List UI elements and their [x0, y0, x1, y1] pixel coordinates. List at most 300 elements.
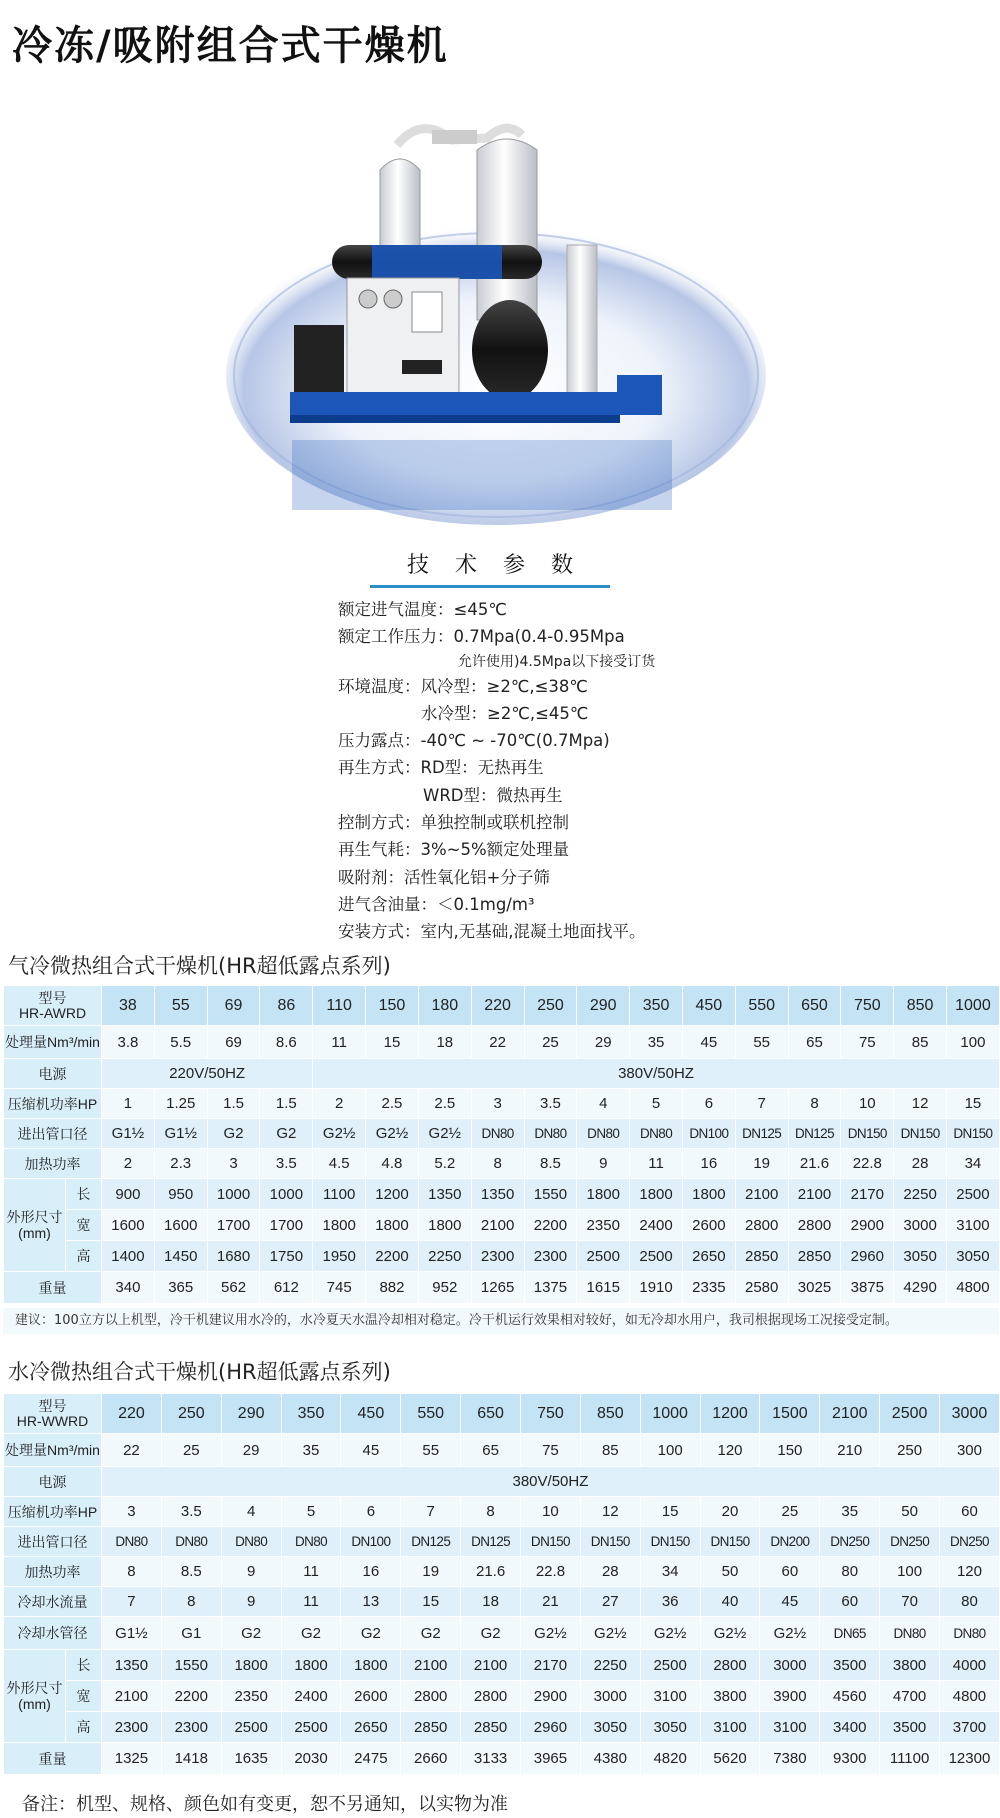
- table-cell: DN100: [682, 1119, 735, 1149]
- table-cell: 1200: [700, 1394, 760, 1434]
- table-cell: 21.6: [461, 1557, 521, 1587]
- table-cell: 3.5: [524, 1089, 577, 1119]
- table-cell: 3700: [940, 1712, 1000, 1743]
- table-cell: 重量: [4, 1743, 102, 1775]
- table-cell: 2500: [947, 1179, 1000, 1210]
- table-cell: 2850: [788, 1241, 841, 1272]
- table-cell: 2960: [521, 1712, 581, 1743]
- table-cell: 20: [700, 1497, 760, 1527]
- table-cell: 3800: [700, 1681, 760, 1712]
- table-row: [4, 1179, 1000, 1210]
- table-cell: 25: [760, 1497, 820, 1527]
- table-row: [4, 1434, 1000, 1467]
- table-cell: 34: [640, 1557, 700, 1587]
- table-cell: 3: [102, 1497, 162, 1527]
- table-cell: 16: [341, 1557, 401, 1587]
- table-cell: 2800: [735, 1210, 788, 1241]
- table-cell: 60: [820, 1587, 880, 1617]
- table-cell: 2500: [221, 1712, 281, 1743]
- table-cell: 3133: [461, 1743, 521, 1775]
- table-cell: 650: [461, 1394, 521, 1434]
- table-cell: 16: [682, 1149, 735, 1179]
- table-cell: G2½: [700, 1617, 760, 1650]
- table-row: [4, 1272, 1000, 1304]
- table-cell: 69: [207, 986, 260, 1026]
- table-cell: 4380: [580, 1743, 640, 1775]
- table-cell: 900: [102, 1179, 155, 1210]
- table-cell: 2200: [366, 1241, 419, 1272]
- table-cell: 重量: [4, 1272, 102, 1304]
- table-cell: 550: [401, 1394, 461, 1434]
- table-cell: 22: [471, 1026, 524, 1059]
- table-cell: 压缩机功率HP: [4, 1497, 102, 1527]
- section-heading-underline: [370, 585, 610, 588]
- table-cell: 8: [161, 1587, 221, 1617]
- table-cell: DN150: [521, 1527, 581, 1557]
- table-row: [4, 1557, 1000, 1587]
- table-cell: G2½: [580, 1617, 640, 1650]
- table-cell: 4290: [894, 1272, 947, 1304]
- table-cell: G2: [401, 1617, 461, 1650]
- table-cell: 55: [401, 1434, 461, 1467]
- table-cell: 952: [418, 1272, 471, 1304]
- table-cell: 3100: [947, 1210, 1000, 1241]
- table-cell: G2: [341, 1617, 401, 1650]
- table-cell: 1.5: [207, 1089, 260, 1119]
- table-cell: 4800: [940, 1681, 1000, 1712]
- table-cell: 2400: [281, 1681, 341, 1712]
- table-cell: 7: [102, 1587, 162, 1617]
- spec-item: 额定工作压力：0.7Mpa(0.4-0.95Mpa: [338, 627, 625, 647]
- table-cell: 2335: [682, 1272, 735, 1304]
- table-row: [4, 1089, 1000, 1119]
- table-row: [4, 1617, 1000, 1650]
- model-label: 型号: [38, 1397, 67, 1414]
- table-cell: 85: [894, 1026, 947, 1059]
- spec-item: 再生气耗：3%~5%额定处理量: [338, 840, 570, 860]
- table-cell: 50: [700, 1557, 760, 1587]
- table-row: [4, 1119, 1000, 1149]
- table-cell: 9: [577, 1149, 630, 1179]
- table-cell: 28: [894, 1149, 947, 1179]
- table-row: [4, 1394, 1000, 1434]
- table-row: [4, 1681, 1000, 1712]
- table-cell: 8: [788, 1089, 841, 1119]
- table-cell: 562: [207, 1272, 260, 1304]
- table-cell: 3.5: [161, 1497, 221, 1527]
- table-cell: 3400: [820, 1712, 880, 1743]
- table-cell: DN150: [640, 1527, 700, 1557]
- table-cell: DN150: [841, 1119, 894, 1149]
- dryer-product-image: [222, 110, 770, 550]
- table-cell: 2800: [700, 1650, 760, 1681]
- table-cell: 1750: [260, 1241, 313, 1272]
- table-cell: 450: [682, 986, 735, 1026]
- table-cell: 35: [281, 1434, 341, 1467]
- table-cell: 11: [281, 1557, 341, 1587]
- table-row: [4, 1527, 1000, 1557]
- table-cell: 4820: [640, 1743, 700, 1775]
- table-cell: 12300: [940, 1743, 1000, 1775]
- table-cell: 1375: [524, 1272, 577, 1304]
- spec-item: 吸附剂：活性氧化铝+分子筛: [338, 867, 550, 887]
- table-cell: 21.6: [788, 1149, 841, 1179]
- table-cell: 3050: [640, 1712, 700, 1743]
- table-cell: 2660: [401, 1743, 461, 1775]
- table-cell: 15: [947, 1089, 1000, 1119]
- table-cell: 1800: [418, 1210, 471, 1241]
- section-heading-text: 技术参数: [406, 553, 599, 578]
- table-cell: G1: [161, 1617, 221, 1650]
- table-cell: 2100: [820, 1394, 880, 1434]
- table-cell: 12: [894, 1089, 947, 1119]
- table-cell: 2900: [521, 1681, 581, 1712]
- table-cell: 13: [341, 1587, 401, 1617]
- table-cell: 1800: [366, 1210, 419, 1241]
- spec-item: 环境温度：风冷型：≥2℃,≤38℃: [338, 676, 588, 696]
- table-cell: 2850: [461, 1712, 521, 1743]
- table-cell: 250: [161, 1394, 221, 1434]
- table-cell: 3500: [880, 1712, 940, 1743]
- table-cell: 18: [418, 1026, 471, 1059]
- table-cell: 22.8: [841, 1149, 894, 1179]
- table-cell: 18: [461, 1587, 521, 1617]
- table-cell: 2650: [682, 1241, 735, 1272]
- table-cell: G2: [260, 1119, 313, 1149]
- section-heading: [370, 548, 610, 588]
- table-cell: 750: [521, 1394, 581, 1434]
- table-cell: 1550: [161, 1650, 221, 1681]
- table-cell: DN250: [880, 1527, 940, 1557]
- table-cell: 25: [524, 1026, 577, 1059]
- table-cell: 100: [880, 1557, 940, 1587]
- table-cell: 40: [700, 1587, 760, 1617]
- table-cell: 1400: [102, 1241, 155, 1272]
- table-cell: 4700: [880, 1681, 940, 1712]
- table-row: [4, 986, 1000, 1026]
- table-cell: 86: [260, 986, 313, 1026]
- table-cell: 3900: [760, 1681, 820, 1712]
- table-cell: 45: [341, 1434, 401, 1467]
- spec-item: 控制方式：单独控制或联机控制: [338, 813, 569, 833]
- table-cell: 150: [366, 986, 419, 1026]
- table-cell: 7: [735, 1089, 788, 1119]
- table-cell: 7: [401, 1497, 461, 1527]
- table-cell: 1500: [760, 1394, 820, 1434]
- table-cell: 85: [580, 1434, 640, 1467]
- table-cell: 110: [313, 986, 366, 1026]
- table-cell: DN65: [820, 1617, 880, 1650]
- table-cell: 3025: [788, 1272, 841, 1304]
- table-cell: G2: [461, 1617, 521, 1650]
- table-cell: 612: [260, 1272, 313, 1304]
- table-cell: 2475: [341, 1743, 401, 1775]
- table-cell: 3050: [947, 1241, 1000, 1272]
- table-cell: 120: [940, 1557, 1000, 1587]
- table-cell: 100: [947, 1026, 1000, 1059]
- table-row: [4, 1650, 1000, 1681]
- table-cell: 1615: [577, 1272, 630, 1304]
- table-cell: [4, 1650, 66, 1743]
- table-cell: 2030: [281, 1743, 341, 1775]
- table-cell: 3050: [580, 1712, 640, 1743]
- table-cell: [4, 1179, 66, 1272]
- table-cell: G1½: [154, 1119, 207, 1149]
- table-cell: 28: [580, 1557, 640, 1587]
- table-cell: 2100: [788, 1179, 841, 1210]
- table-cell: 进出管口径: [4, 1119, 102, 1149]
- table-cell: [4, 986, 102, 1026]
- table-cell: DN80: [524, 1119, 577, 1149]
- table-cell: 80: [820, 1557, 880, 1587]
- table-cell: 进出管口径: [4, 1527, 102, 1557]
- table-cell: 75: [841, 1026, 894, 1059]
- table-cell: 电源: [4, 1467, 102, 1497]
- table-cell: 2960: [841, 1241, 894, 1272]
- table-cell: G2½: [313, 1119, 366, 1149]
- table-cell: 11: [630, 1149, 683, 1179]
- table-cell: G2½: [640, 1617, 700, 1650]
- table-cell: DN80: [940, 1617, 1000, 1650]
- table-cell: 300: [940, 1434, 1000, 1467]
- table-cell: 3000: [760, 1650, 820, 1681]
- table-cell: 处理量Nm³/min: [4, 1026, 102, 1059]
- table-cell: 2100: [461, 1650, 521, 1681]
- table-cell: 22: [102, 1434, 162, 1467]
- table-cell: 1600: [154, 1210, 207, 1241]
- spec-item: WRD型：微热再生: [423, 785, 563, 805]
- table-cell: 2300: [524, 1241, 577, 1272]
- table-cell: 4000: [940, 1650, 1000, 1681]
- table-cell: 3500: [820, 1650, 880, 1681]
- table-cell: 2: [102, 1149, 155, 1179]
- table-cell: 5.2: [418, 1149, 471, 1179]
- table-cell: DN80: [577, 1119, 630, 1149]
- table-cell: DN150: [947, 1119, 1000, 1149]
- table-cell: 55: [735, 1026, 788, 1059]
- table-cell: DN250: [940, 1527, 1000, 1557]
- table-cell: 3800: [880, 1650, 940, 1681]
- table-cell: 1418: [161, 1743, 221, 1775]
- table-cell: 2800: [788, 1210, 841, 1241]
- table-cell: 3: [471, 1089, 524, 1119]
- table2-title: 水冷微热组合式干燥机(HR超低露点系列): [8, 1360, 391, 1384]
- table-cell: 3050: [894, 1241, 947, 1272]
- table-cell: 1350: [102, 1650, 162, 1681]
- dims-label: 外形尺寸: [6, 1680, 63, 1696]
- table-cell: 19: [401, 1557, 461, 1587]
- spec-item: 压力露点：-40℃ ~ -70℃(0.7Mpa): [338, 731, 610, 751]
- table-cell: DN125: [401, 1527, 461, 1557]
- table-cell: 290: [221, 1394, 281, 1434]
- table-cell: 22.8: [521, 1557, 581, 1587]
- table-cell: 650: [788, 986, 841, 1026]
- table-cell: 2250: [418, 1241, 471, 1272]
- table-cell: 12: [580, 1497, 640, 1527]
- table-cell: 2500: [577, 1241, 630, 1272]
- table-cell: 3875: [841, 1272, 894, 1304]
- table-cell: DN80: [221, 1527, 281, 1557]
- table-cell: DN80: [281, 1527, 341, 1557]
- table-cell: 1800: [630, 1179, 683, 1210]
- table-cell: 长: [66, 1650, 102, 1681]
- table-cell: 1800: [281, 1650, 341, 1681]
- table-cell: 9300: [820, 1743, 880, 1775]
- table-cell: 2.3: [154, 1149, 207, 1179]
- table-cell: 1910: [630, 1272, 683, 1304]
- table-cell: 34: [947, 1149, 1000, 1179]
- table-cell: 1.5: [260, 1089, 313, 1119]
- table-cell: 8.5: [161, 1557, 221, 1587]
- table-cell: 5: [630, 1089, 683, 1119]
- table-cell: 2350: [577, 1210, 630, 1241]
- table-cell: 2500: [640, 1650, 700, 1681]
- table-cell: 1700: [207, 1210, 260, 1241]
- table-cell: 2170: [521, 1650, 581, 1681]
- table-cell: DN80: [880, 1617, 940, 1650]
- table-cell: 65: [461, 1434, 521, 1467]
- table-cell: DN80: [471, 1119, 524, 1149]
- table-cell: 850: [580, 1394, 640, 1434]
- table-cell: 365: [154, 1272, 207, 1304]
- table1-note: 建议：100立方以上机型，冷干机建议用水冷的，水冷夏天水温冷却相对稳定。冷干机运行效果相对较好，如无冷却水用户，我司根据现场工况接受定制。: [3, 1308, 999, 1334]
- spec-item: 允许使用)4.5Mpa以下接受订货: [458, 653, 656, 670]
- table-cell: 350: [281, 1394, 341, 1434]
- table-cell: G2: [221, 1617, 281, 1650]
- table-cell: 19: [735, 1149, 788, 1179]
- table-cell: 29: [221, 1434, 281, 1467]
- table-cell: 8: [471, 1149, 524, 1179]
- page-title: 冷冻/吸附组合式干燥机: [12, 23, 449, 69]
- footer-note: 备注：机型、规格、颜色如有变更，恕不另通知，以实物为准: [22, 1794, 508, 1815]
- table-cell: 120: [700, 1434, 760, 1467]
- table-cell: 长: [66, 1179, 102, 1210]
- table-cell: 1800: [221, 1650, 281, 1681]
- table-cell: 1200: [366, 1179, 419, 1210]
- table-cell: 1000: [640, 1394, 700, 1434]
- table-cell: 70: [880, 1587, 940, 1617]
- table-cell: 2650: [341, 1712, 401, 1743]
- table-cell: 450: [341, 1394, 401, 1434]
- table-cell: 2300: [471, 1241, 524, 1272]
- table-cell: 加热功率: [4, 1149, 102, 1179]
- table-cell: 60: [760, 1557, 820, 1587]
- table-cell: 3100: [760, 1712, 820, 1743]
- table-cell: 11100: [880, 1743, 940, 1775]
- table-cell: 2600: [341, 1681, 401, 1712]
- table-cell: 1325: [102, 1743, 162, 1775]
- table-cell: 180: [418, 986, 471, 1026]
- table-cell: 6: [341, 1497, 401, 1527]
- dims-label: 外形尺寸: [6, 1209, 63, 1225]
- table-cell: 3965: [521, 1743, 581, 1775]
- table-cell: G2: [207, 1119, 260, 1149]
- table-cell: 3100: [640, 1681, 700, 1712]
- table-cell: 750: [841, 986, 894, 1026]
- table-cell: DN80: [102, 1527, 162, 1557]
- table-cell: 210: [820, 1434, 880, 1467]
- table-cell: DN125: [461, 1527, 521, 1557]
- table-cell: 550: [735, 986, 788, 1026]
- table-cell: DN100: [341, 1527, 401, 1557]
- table-cell: 2800: [461, 1681, 521, 1712]
- table-cell: DN150: [580, 1527, 640, 1557]
- table-cell: 冷却水流量: [4, 1587, 102, 1617]
- table-cell: G2½: [760, 1617, 820, 1650]
- table-cell: 1800: [313, 1210, 366, 1241]
- table-cell: 1600: [102, 1210, 155, 1241]
- table-cell: 宽: [66, 1681, 102, 1712]
- table1-title: 气冷微热组合式干燥机(HR超低露点系列): [8, 954, 391, 978]
- table-cell: 2.5: [418, 1089, 471, 1119]
- table-cell: 宽: [66, 1210, 102, 1241]
- table-cell: 1: [102, 1089, 155, 1119]
- table-cell: 冷却水管径: [4, 1617, 102, 1650]
- table-cell: 2200: [161, 1681, 221, 1712]
- table-cell: 2400: [630, 1210, 683, 1241]
- table-cell: DN200: [760, 1527, 820, 1557]
- table-cell: 9: [221, 1557, 281, 1587]
- table-cell: 4: [221, 1497, 281, 1527]
- table-cell: 380V/50HZ: [102, 1467, 1000, 1497]
- table-cell: 950: [154, 1179, 207, 1210]
- table-row: [4, 1467, 1000, 1497]
- table-cell: 25: [161, 1434, 221, 1467]
- spec-list: [338, 596, 655, 946]
- table-cell: 4800: [947, 1272, 1000, 1304]
- table-cell: 5620: [700, 1743, 760, 1775]
- table-cell: 10: [841, 1089, 894, 1119]
- table-cell: 3000: [580, 1681, 640, 1712]
- table-cell: 9: [221, 1587, 281, 1617]
- table-cell: G2½: [521, 1617, 581, 1650]
- table-cell: 1350: [471, 1179, 524, 1210]
- table-cell: 6: [682, 1089, 735, 1119]
- table-cell: 380V/50HZ: [313, 1059, 1000, 1089]
- table-cell: 2100: [401, 1650, 461, 1681]
- table-cell: 8: [461, 1497, 521, 1527]
- table-cell: G2½: [366, 1119, 419, 1149]
- table-cell: 2350: [221, 1681, 281, 1712]
- table-cell: DN150: [894, 1119, 947, 1149]
- spec-item: 水冷型：≥2℃,≤45℃: [421, 703, 589, 723]
- table-row: [4, 1497, 1000, 1527]
- table-cell: 1000: [947, 986, 1000, 1026]
- table-cell: 15: [401, 1587, 461, 1617]
- table-cell: 45: [682, 1026, 735, 1059]
- table-cell: 8: [102, 1557, 162, 1587]
- air-cooled-spec-table: [3, 985, 1000, 1304]
- table-cell: 1000: [260, 1179, 313, 1210]
- table-cell: 3.5: [260, 1149, 313, 1179]
- table-cell: 2: [313, 1089, 366, 1119]
- table-cell: 5.5: [154, 1026, 207, 1059]
- table-cell: 3.8: [102, 1026, 155, 1059]
- table-cell: 1800: [577, 1179, 630, 1210]
- table-cell: 35: [630, 1026, 683, 1059]
- table-cell: 15: [366, 1026, 419, 1059]
- table-cell: 10: [521, 1497, 581, 1527]
- table-cell: 1680: [207, 1241, 260, 1272]
- table-row: [4, 1241, 1000, 1272]
- table-cell: 2.5: [366, 1089, 419, 1119]
- table-cell: 高: [66, 1712, 102, 1743]
- table-cell: 1800: [682, 1179, 735, 1210]
- table-cell: [4, 1394, 102, 1434]
- table-cell: 350: [630, 986, 683, 1026]
- table-cell: 36: [640, 1587, 700, 1617]
- table-row: [4, 1149, 1000, 1179]
